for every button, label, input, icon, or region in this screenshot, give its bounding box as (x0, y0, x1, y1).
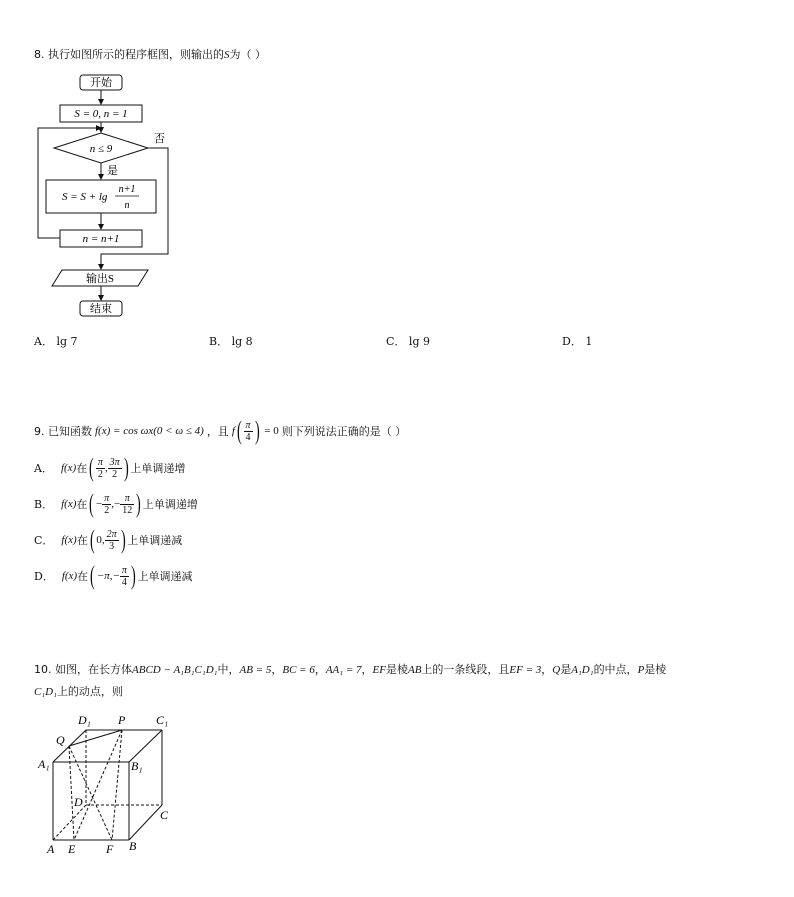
segment-qe (69, 746, 74, 840)
edge-ad-hidden (53, 805, 86, 840)
flow-body-num: n+1 (118, 184, 136, 195)
label-e: E (68, 842, 76, 856)
label-f: F (106, 842, 114, 856)
label-b1: B₁ (131, 759, 143, 773)
flow-body-prefix: S = S + lg (62, 191, 108, 203)
q8-option-c[interactable]: C． lg 9 (386, 335, 430, 348)
q9-option-b[interactable]: B． f(x) 在 ( − $\frac{\pi}{2}$ ,− $\frac{\pi}{12}$ ) 上单调递增 (34, 489, 198, 518)
q8-option-a[interactable]: A． lg 7 (34, 335, 78, 348)
q9-stem: 9. 已知函数 f(x) = cos ωx(0 < ω ≤ 4) ，且 f ( $\frac{\pi}{4}$ ) = 0 则下列说法正确的是（ ） (34, 416, 407, 445)
label-d1: D₁ (78, 713, 91, 727)
label-b: B (129, 839, 137, 853)
q10-stem-line1: 10. 如图，在长方体ABCD − A₁B₁C₁D₁中，AB = 5，BC = 6，AA₁ = 7，EF是棱AB上的一条线段，且EF = 3，Q是A₁D₁的中点，P是棱 (34, 663, 667, 676)
flow-end-label: 结束 (90, 303, 112, 315)
flow-body-den: n (124, 200, 130, 211)
flow-output-label: 输出S (85, 273, 115, 285)
flow-cond-label: n ≤ 9 (89, 143, 113, 155)
label-c1: C₁ (156, 713, 169, 727)
flow-yes-label: 是 (107, 165, 118, 177)
q10-stem-line2: C₁D₁上的动点，则 (34, 685, 123, 698)
edge-b1c1 (129, 730, 162, 762)
label-q: Q (56, 733, 65, 747)
q10-cuboid-figure (34, 710, 184, 860)
segment-qp (69, 730, 122, 746)
label-d: D (74, 795, 83, 809)
label-c: C (160, 808, 169, 822)
q8-option-b[interactable]: B． lg 8 (209, 335, 253, 348)
label-a: A (47, 842, 55, 856)
label-p: P (118, 713, 126, 727)
q9-option-d[interactable]: D． f(x) 在 ( −π,− $\frac{\pi}{4}$ ) 上单调递减 (34, 561, 193, 590)
edge-bc (129, 805, 162, 840)
flow-init-label: S = 0, n = 1 (74, 108, 128, 120)
flow-incr-label: n = n+1 (82, 233, 120, 245)
segment-qf (69, 746, 112, 840)
q8-stem: 8. 执行如图所示的程序框图，则输出的S为（ ） (34, 48, 266, 61)
q9-option-a[interactable]: A． f(x) 在 ( $\frac{\pi}{2}$ , $\frac{3\pi}{2}$ ) 上单调递增 (34, 453, 186, 482)
flow-no-label: 否 (154, 133, 165, 145)
label-a1: A₁ (38, 757, 50, 771)
q8-option-d[interactable]: D． 1 (562, 335, 593, 348)
segment-pf (112, 730, 122, 840)
segment-pe (74, 730, 122, 840)
q9-option-c[interactable]: C． f(x) 在 ( 0, $\frac{2\pi}{3}$ ) 上单调递减 (34, 525, 183, 554)
q8-flowchart (30, 70, 190, 325)
flow-start-label: 开始 (90, 77, 112, 89)
